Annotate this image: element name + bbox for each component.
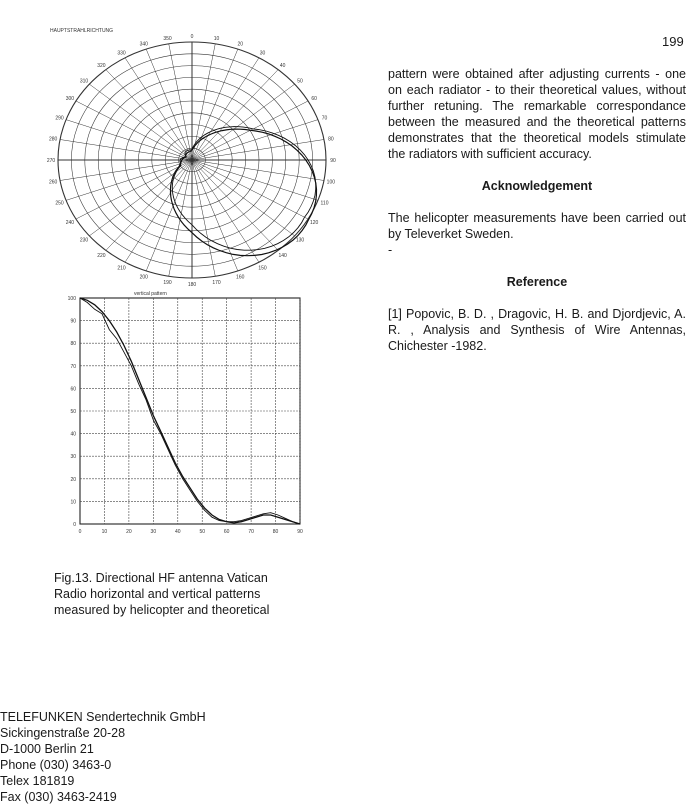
polar-degree-label: 110 xyxy=(320,200,329,207)
polar-degree-label: 70 xyxy=(321,115,328,122)
y-tick-label: 0 xyxy=(73,522,76,528)
polar-degree-label: 30 xyxy=(259,50,266,57)
body-paragraph: pattern were obtained after adjusting currents - one on each radiator - to their theoretical values, without further retuning. The remarkable correspondance between the measured and the theoretical patterns demonstrates that the theoretical models stimulate the radiators with sufficient accuracy. xyxy=(388,67,686,161)
polar-degree-label: 240 xyxy=(65,220,75,226)
vertical-pattern-chart xyxy=(62,286,312,540)
address-line: TELEFUNKEN Sendertechnik GmbH xyxy=(0,710,206,724)
polar-degree-label: 130 xyxy=(295,237,305,244)
page-number: 199 xyxy=(662,34,684,49)
address-line: Fax (030) 3463-2419 xyxy=(0,790,117,804)
x-tick-label: 90 xyxy=(297,529,303,535)
y-tick-label: 70 xyxy=(70,363,76,370)
polar-degree-label: 120 xyxy=(309,220,319,226)
polar-degree-label: 10 xyxy=(213,35,220,42)
polar-degree-label: 190 xyxy=(163,280,172,287)
polar-degree-label: 260 xyxy=(48,179,58,186)
polar-grid-spoke xyxy=(192,84,295,160)
company-address xyxy=(0,709,206,805)
x-tick-label: 30 xyxy=(150,529,157,535)
y-tick-label: 40 xyxy=(70,431,76,438)
x-tick-label: 0 xyxy=(78,529,82,535)
address-line: Telex 181819 xyxy=(0,774,75,788)
polar-degree-label: 230 xyxy=(79,237,89,244)
vertical-title: vertical pattern xyxy=(134,291,167,297)
polar-degree-label: 290 xyxy=(55,115,64,122)
polar-degree-label: 20 xyxy=(237,41,244,48)
acknowledgement-heading: Acknowledgement xyxy=(481,179,593,193)
y-tick-label: 60 xyxy=(70,386,76,393)
polar-degree-label: 330 xyxy=(117,50,126,57)
polar-degree-label: 170 xyxy=(212,280,221,287)
polar-degree-label: 250 xyxy=(55,200,64,207)
address-line: D-1000 Berlin 21 xyxy=(0,742,94,756)
polar-degree-label: 100 xyxy=(326,179,336,186)
address-line: Sickingenstraße 20-28 xyxy=(0,726,126,740)
polar-degree-label: 220 xyxy=(97,252,106,259)
polar-degree-label: 350 xyxy=(163,35,172,42)
polar-degree-label: 90 xyxy=(330,158,336,164)
polar-degree-label: 200 xyxy=(139,274,148,281)
polar-pattern-figure xyxy=(44,22,340,290)
right-column xyxy=(388,66,686,354)
polar-pattern-svg xyxy=(44,22,340,290)
polar-degree-label: 180 xyxy=(187,282,197,288)
y-tick-label: 80 xyxy=(70,341,76,348)
polar-degree-label: 310 xyxy=(79,78,89,85)
polar-grid-spoke xyxy=(192,160,295,236)
polar-degree-label: 280 xyxy=(48,136,58,143)
x-tick-label: 10 xyxy=(101,529,108,535)
polar-grid xyxy=(58,42,326,278)
polar-grid-spoke xyxy=(89,84,192,160)
polar-degree-label: 270 xyxy=(46,158,56,164)
caption-line: Radio horizontal and vertical patterns xyxy=(54,587,261,601)
polar-degree-label: 210 xyxy=(117,265,126,272)
x-tick-label: 80 xyxy=(272,529,279,535)
y-tick-label: 10 xyxy=(70,499,76,506)
y-tick-label: 90 xyxy=(70,318,76,325)
polar-degree-label: 140 xyxy=(278,252,287,259)
x-tick-label: 70 xyxy=(248,529,254,535)
caption-line: measured by helicopter and theoretical xyxy=(54,603,270,617)
polar-degree-label: 300 xyxy=(65,96,75,102)
polar-title: HAUPTSTRAHLRICHTUNG xyxy=(50,28,114,34)
y-tick-label: 100 xyxy=(67,296,76,302)
polar-degree-label: 0 xyxy=(190,34,194,40)
address-line: Phone (030) 3463-0 xyxy=(0,758,112,772)
x-tick-label: 20 xyxy=(126,529,132,535)
x-tick-label: 50 xyxy=(199,529,206,535)
polar-degree-label: 80 xyxy=(328,136,334,143)
y-tick-label: 30 xyxy=(70,454,76,461)
y-tick-label: 50 xyxy=(70,409,76,415)
x-tick-label: 40 xyxy=(174,529,181,535)
figure-caption xyxy=(54,570,334,618)
polar-degree-label: 60 xyxy=(311,96,317,102)
vertical-tick-labels xyxy=(68,296,303,535)
polar-degree-label: 40 xyxy=(279,63,286,70)
reference-heading: Reference xyxy=(506,275,568,289)
x-tick-label: 60 xyxy=(223,529,230,535)
y-tick-label: 20 xyxy=(70,476,76,483)
reference-text: [1] Popovic, B. D. , Dragovic, H. B. and Djordjevic, A. R. , Analysis and Synthesis of Wire Antennas, Chichester -1982. xyxy=(388,307,686,353)
acknowledgement-dash: - xyxy=(388,243,393,257)
polar-degree-label: 340 xyxy=(139,41,148,48)
polar-degree-label: 320 xyxy=(97,63,106,70)
vertical-pattern-figure xyxy=(62,286,312,540)
acknowledgement-text: The helicopter measurements have been carried out by Televerket Sweden. xyxy=(388,211,686,241)
polar-degree-label: 160 xyxy=(236,274,245,281)
polar-degree-label: 150 xyxy=(258,265,267,272)
caption-line: Fig.13. Directional HF antenna Vatican xyxy=(54,571,268,585)
polar-degree-label: 50 xyxy=(297,78,303,85)
